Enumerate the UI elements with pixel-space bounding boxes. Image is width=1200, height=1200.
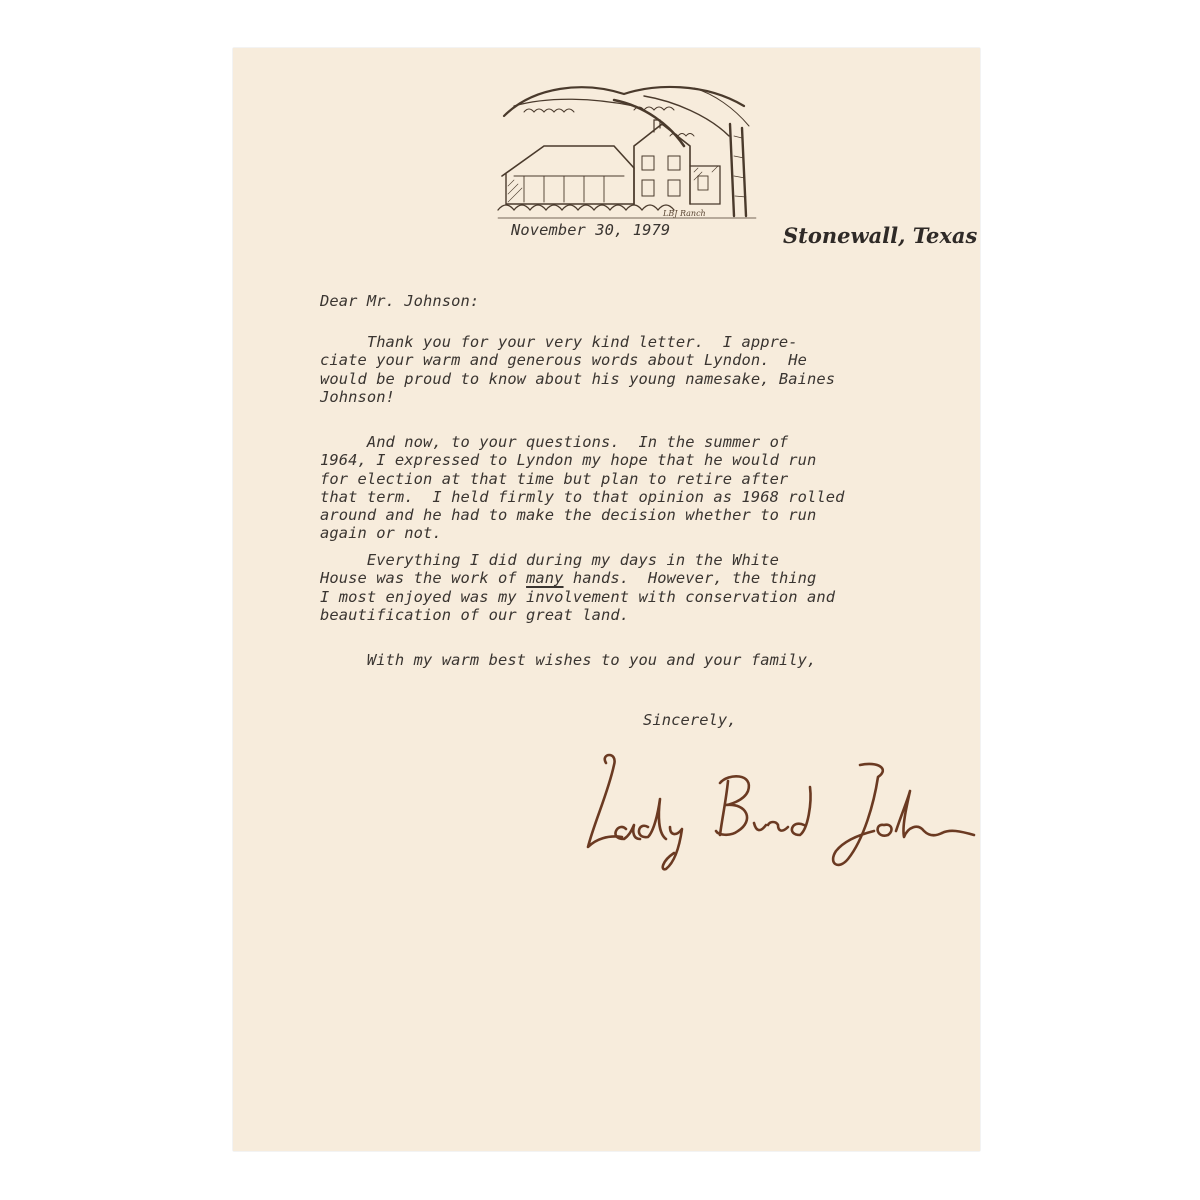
letterhead-place: Stonewall, Texas: [783, 223, 978, 248]
signature: [578, 743, 978, 873]
paragraph-line: around and he had to make the decision whether to run: [320, 506, 817, 525]
sketch-caption: LBJ Ranch: [663, 209, 706, 218]
underlined-word: many: [526, 569, 564, 588]
paragraph-line: 1964, I expressed to Lyndon my hope that he would run: [320, 451, 817, 470]
paragraph-4: With my warm best wishes to you and your family,: [320, 651, 817, 669]
paragraph-line: ciate your warm and generous words about Lyndon. He: [320, 351, 808, 370]
paragraph-line: And now, to your questions. In the summer of: [320, 433, 789, 451]
paragraph-line: would be proud to know about his young namesake, Baines: [320, 369, 836, 388]
paragraph-line: beautification of our great land.: [320, 605, 630, 624]
paragraph-line: House was the work of: [320, 569, 527, 588]
ranch-house-sketch: [494, 76, 758, 222]
letter-sheet: [233, 48, 980, 1151]
paragraph-line: Everything I did during my days in the White: [320, 551, 779, 569]
closing: Sincerely,: [643, 711, 737, 729]
paragraph-line: that term. I held firmly to that opinion as 1968 rolled: [320, 487, 845, 506]
paragraph-line: Thank you for your very kind letter. I appre-: [320, 333, 798, 351]
salutation: Dear Mr. Johnson:: [320, 292, 480, 310]
paragraph-3: [320, 551, 835, 624]
paragraph-2: [320, 433, 845, 543]
letter-date: November 30, 1979: [511, 221, 671, 239]
paragraph-line: hands. However, the thing: [563, 569, 817, 588]
paragraph-line: I most enjoyed was my involvement with conservation and: [320, 587, 836, 606]
paragraph-line: Johnson!: [320, 387, 395, 406]
paragraph-1: [320, 333, 835, 406]
paragraph-line: for election at that time but plan to retire after: [320, 469, 789, 488]
paragraph-line: again or not.: [320, 524, 442, 543]
